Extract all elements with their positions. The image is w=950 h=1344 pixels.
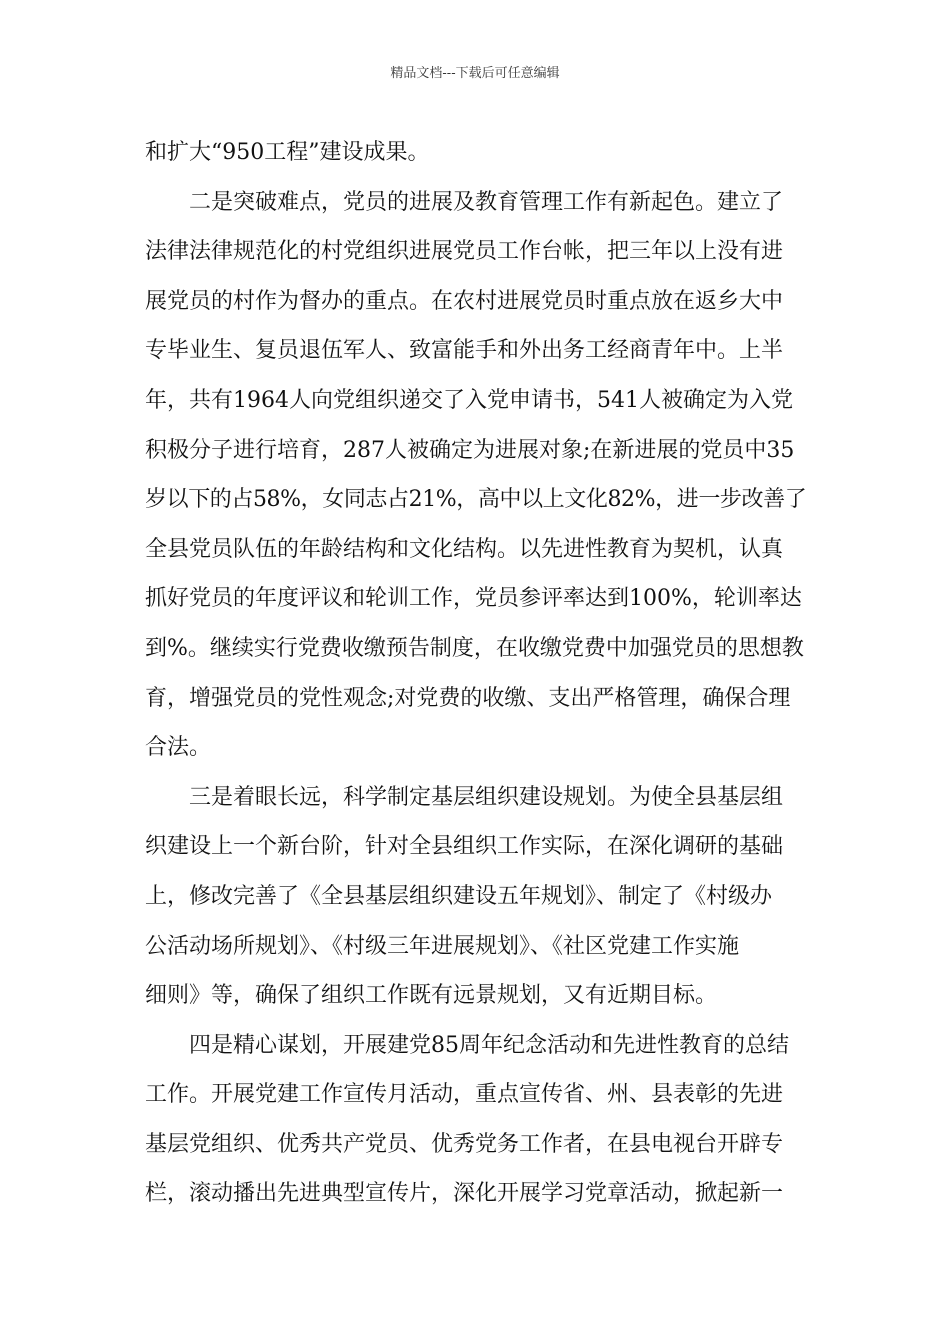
text-line: 和扩大“950工程”建设成果。 [145, 140, 430, 165]
text-line: 到%。继续实行党费收缴预告制度，在收缴党费中加强党员的思想教 [145, 635, 804, 661]
text-line: 展党员的村作为督办的重点。在农村进展党员时重点放在返乡大中 [145, 288, 784, 314]
text-line: 积极分子进行培育，287人被确定为进展对象;在新进展的党员中35 [145, 437, 795, 463]
text-line: 基层党组织、优秀共产党员、优秀党务工作者，在县电视台开辟专 [145, 1131, 784, 1157]
text-line: 合法。 [145, 735, 212, 761]
text-line: 法律法律规范化的村党组织进展党员工作台帐，把三年以上没有进 [145, 239, 784, 265]
page-header: 精品文档---下载后可任意编辑 [390, 66, 560, 81]
text-line: 抓好党员的年度评议和轮训工作，党员参评率达到100%，轮训率达 [145, 586, 802, 612]
text-line: 上，修改完善了《全县基层组织建设五年规划》、制定了《村级办 [145, 883, 773, 909]
text-line: 栏，滚动播出先进典型宣传片，深化开展学习党章活动，掀起新一 [145, 1181, 784, 1207]
text-line: 织建设上一个新台阶，针对全县组织工作实际，在深化调研的基础 [145, 834, 784, 860]
text-line: 四是精心谋划，开展建党85周年纪念活动和先进性教育的总结 [189, 1032, 789, 1058]
text-line: 细则》等，确保了组织工作既有远景规划，又有近期目标。 [145, 983, 718, 1009]
document-body [145, 128, 807, 1219]
text-line: 年，共有1964人向党组织递交了入党申请书，541人被确定为入党 [145, 387, 793, 413]
text-line: 育，增强党员的党性观念;对党费的收缴、支出严格管理，确保合理 [145, 685, 791, 711]
text-line: 公活动场所规划》、《村级三年进展规划》、《社区党建工作实施 [145, 933, 740, 959]
text-line: 专毕业生、复员退伍军人、致富能手和外出务工经商青年中。上半 [145, 338, 784, 364]
text-line: 工作。开展党建工作宣传月活动，重点宣传省、州、县表彰的先进 [145, 1082, 784, 1108]
text-line: 岁以下的占58%，女同志占21%，高中以上文化82%，进一步改善了 [145, 487, 807, 513]
text-line: 全县党员队伍的年龄结构和文化结构。以先进性教育为契机，认真 [145, 536, 784, 562]
text-line: 三是着眼长远，科学制定基层组织建设规划。为使全县基层组 [189, 784, 784, 810]
text-line: 二是突破难点，党员的进展及教育管理工作有新起色。建立了 [189, 189, 784, 215]
